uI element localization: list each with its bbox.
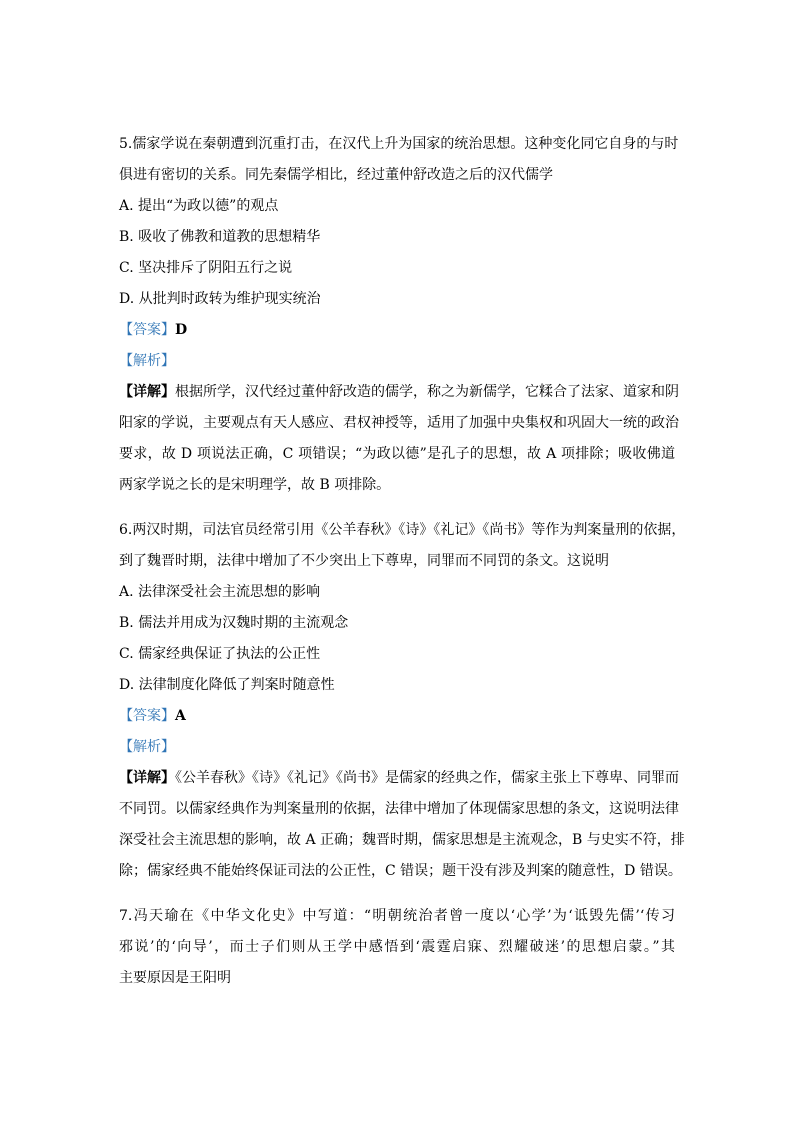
question-stem-line: 邪说’的‘向导’，而士子们则从王学中感悟到‘震霆启寐、烈耀破迷’的思想启蒙。”其 xyxy=(119,939,675,955)
detail-line: 不同罚。以儒家经典作为判案量刑的依据，法律中增加了体现儒家思想的条文，这说明法律 xyxy=(119,801,679,817)
document-page xyxy=(119,132,686,997)
question-5 xyxy=(119,132,679,504)
option-b: B. 吸收了佛教和道教的思想精华 xyxy=(119,229,321,245)
detail-text: 《公羊春秋》《诗》《礼记》《尚书》是儒家的经典之作，儒家主张上下尊卑、同罪而 xyxy=(175,770,679,786)
option-a: A. 法律深受社会主流思想的影响 xyxy=(119,584,321,600)
detail-line: 阳家的学说，主要观点有天人感应、君权神授等，适用了加强中央集权和巩固大一统的政治 xyxy=(119,415,679,431)
detail-text: 根据所学，汉代经过董仲舒改造的儒学，称之为新儒学，它糅合了法家、道家和阴 xyxy=(175,384,679,400)
spacer xyxy=(119,504,675,518)
question-7 xyxy=(119,904,675,997)
question-stem-line: 6.两汉时期，司法官员经常引用《公羊春秋》《诗》《礼记》《尚书》等作为判案量刑的依据， xyxy=(119,522,686,538)
answer-row xyxy=(119,318,675,349)
answer-label: 【答案】 xyxy=(119,322,175,338)
question-stem-line: 7.冯天瑜在《中华文化史》中写道：“明朝统治者曾一度以‘心学’为‘诋毁先儒’‘传习 xyxy=(119,908,675,924)
detail-line xyxy=(119,380,679,411)
option-a: A. 提出“为政以德”的观点 xyxy=(119,198,279,214)
answer-value: A xyxy=(175,708,186,724)
question-6 xyxy=(119,518,686,890)
analysis-label: 【解析】 xyxy=(119,739,175,755)
answer-row xyxy=(119,704,675,735)
question-stem-line: 到了魏晋时期，法律中增加了不少突出上下尊卑，同罪而不同罚的条文。这说明 xyxy=(119,553,609,569)
answer-label: 【答案】 xyxy=(119,708,175,724)
option-c: C. 儒家经典保证了执法的公正性 xyxy=(119,646,321,662)
option-c: C. 坚决排斥了阴阳五行之说 xyxy=(119,260,293,276)
option-d: D. 法律制度化降低了判案时随意性 xyxy=(119,677,335,693)
spacer xyxy=(119,890,675,904)
detail-line: 两家学说之长的是宋明理学，故 B 项排除。 xyxy=(119,477,391,493)
question-stem-line: 5.儒家学说在秦朝遭到沉重打击，在汉代上升为国家的统治思想。这种变化同它自身的与时 xyxy=(119,136,679,152)
option-b: B. 儒法并用成为汉魏时期的主流观念 xyxy=(119,615,349,631)
detail-line: 深受社会主流思想的影响，故 A 正确；魏晋时期，儒家思想是主流观念，B 与史实不符，排 xyxy=(119,832,685,848)
question-stem-line: 主要原因是王阳明 xyxy=(119,970,231,986)
question-stem-line: 俱进有密切的关系。同先秦儒学相比，经过董仲舒改造之后的汉代儒学 xyxy=(119,167,553,183)
detail-line: 除；儒家经典不能始终保证司法的公正性，C 错误；题干没有涉及判案的随意性，D 错误。 xyxy=(119,863,682,879)
answer-value: D xyxy=(175,322,188,338)
detail-label: 【详解】 xyxy=(119,770,175,786)
detail-line: 要求，故 D 项说法正确，C 项错误；“为政以德”是孔子的思想，故 A 项排除；吸收佛道 xyxy=(119,446,675,462)
analysis-label: 【解析】 xyxy=(119,353,175,369)
detail-line xyxy=(119,766,679,797)
option-d: D. 从批判时政转为维护现实统治 xyxy=(119,291,321,307)
detail-label: 【详解】 xyxy=(119,384,175,400)
